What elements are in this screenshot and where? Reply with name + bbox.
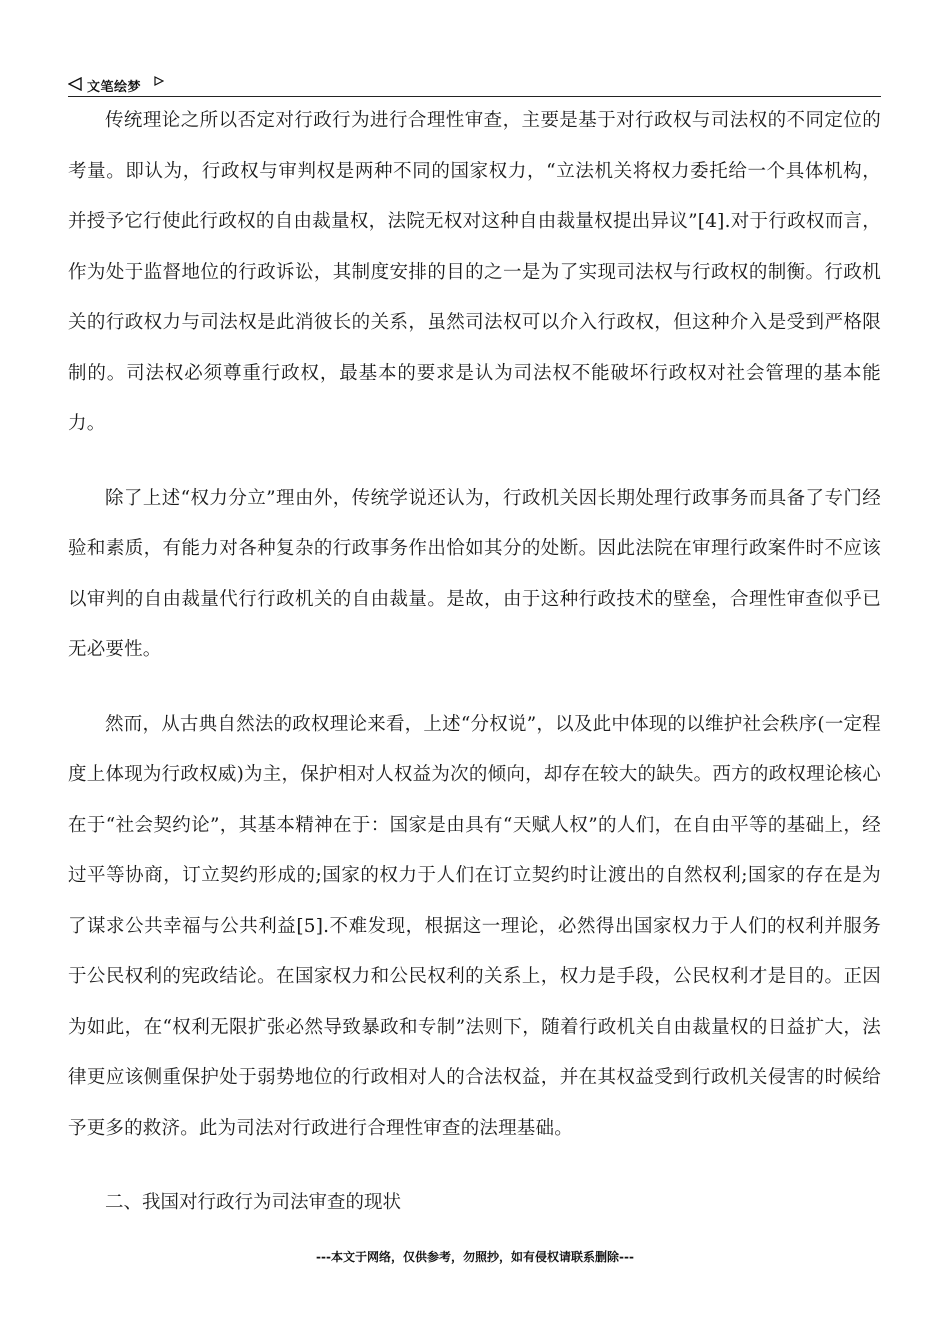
page-header [68, 74, 881, 97]
paragraph-3: 然而，从古典自然法的政权理论来看，上述“分权说”，以及此中体现的以维护社会秩序(一定程度上体现为行政权威)为主，保护相对人权益为次的倾向，却存在较大的缺失。西方的政权理论核心在于“社会契约论”，其基本精神在于：国家是由具有“天赋人权”的人们，在自由平等的基础上，经过平等协商，订立契约形成的;国家的权力于人们在订立契约时让渡出的自然权利;国家的存在是为了谋求公共幸福与公共利益[5].不难发现，根据这一理论，必然得出国家权力于人们的权利并服务于公民权利的宪政结论。在国家权力和公民权利的关系上，权力是手段，公民权利才是目的。正因为如此，在“权利无限扩张必然导致暴政和专制”法则下，随着行政机关自由裁量权的日益扩大，法律更应该侧重保护处于弱势地位的行政相对人的合法权益，并在其权益受到行政机关侵害的时候给予更多的救济。此为司法对行政进行合理性审查的法理基础。 [68, 713, 881, 1139]
section-heading: 二、我国对行政行为司法审查的现状 [105, 1192, 402, 1213]
paragraph-1: 传统理论之所以否定对行政行为进行合理性审查，主要是基于对行政权与司法权的不同定位的考量。即认为，行政权与审判权是两种不同的国家权力，“立法机关将权力委托给一个具体机构，并授予它行使此行政权的自由裁量权，法院无权对这种自由裁量权提出异议”[4].对于行政权而言，作为处于监督地位的行政诉讼，其制度安排的目的之一是为了实现司法权与行政权的制衡。行政机关的行政权力与司法权是此消彼长的关系，虽然司法权可以介入行政权，但这种介入是受到严格限制的。司法权必须尊重行政权，最基本的要求是认为司法权不能破坏行政权对社会管理的基本能力。 [68, 110, 881, 434]
paragraph-2: 除了上述“权力分立”理由外，传统学说还认为，行政机关因长期处理行政事务而具备了专门经验和素质，有能力对各种复杂的行政事务作出恰如其分的处断。因此法院在审理行政案件时不应该以审判的自由裁量代行行政机关的自由裁量。是故，由于这种行政技术的壁垒，合理性审查似乎已无必要性。 [68, 487, 881, 660]
page-footer-notice: ---本文于网络，仅供参考，勿照抄，如有侵权请联系删除--- [316, 1250, 634, 1264]
triangle-right-icon [154, 76, 164, 86]
document-body [68, 96, 881, 1229]
triangle-left-icon [68, 77, 82, 91]
header-brand: 文笔绘梦 [87, 80, 142, 95]
